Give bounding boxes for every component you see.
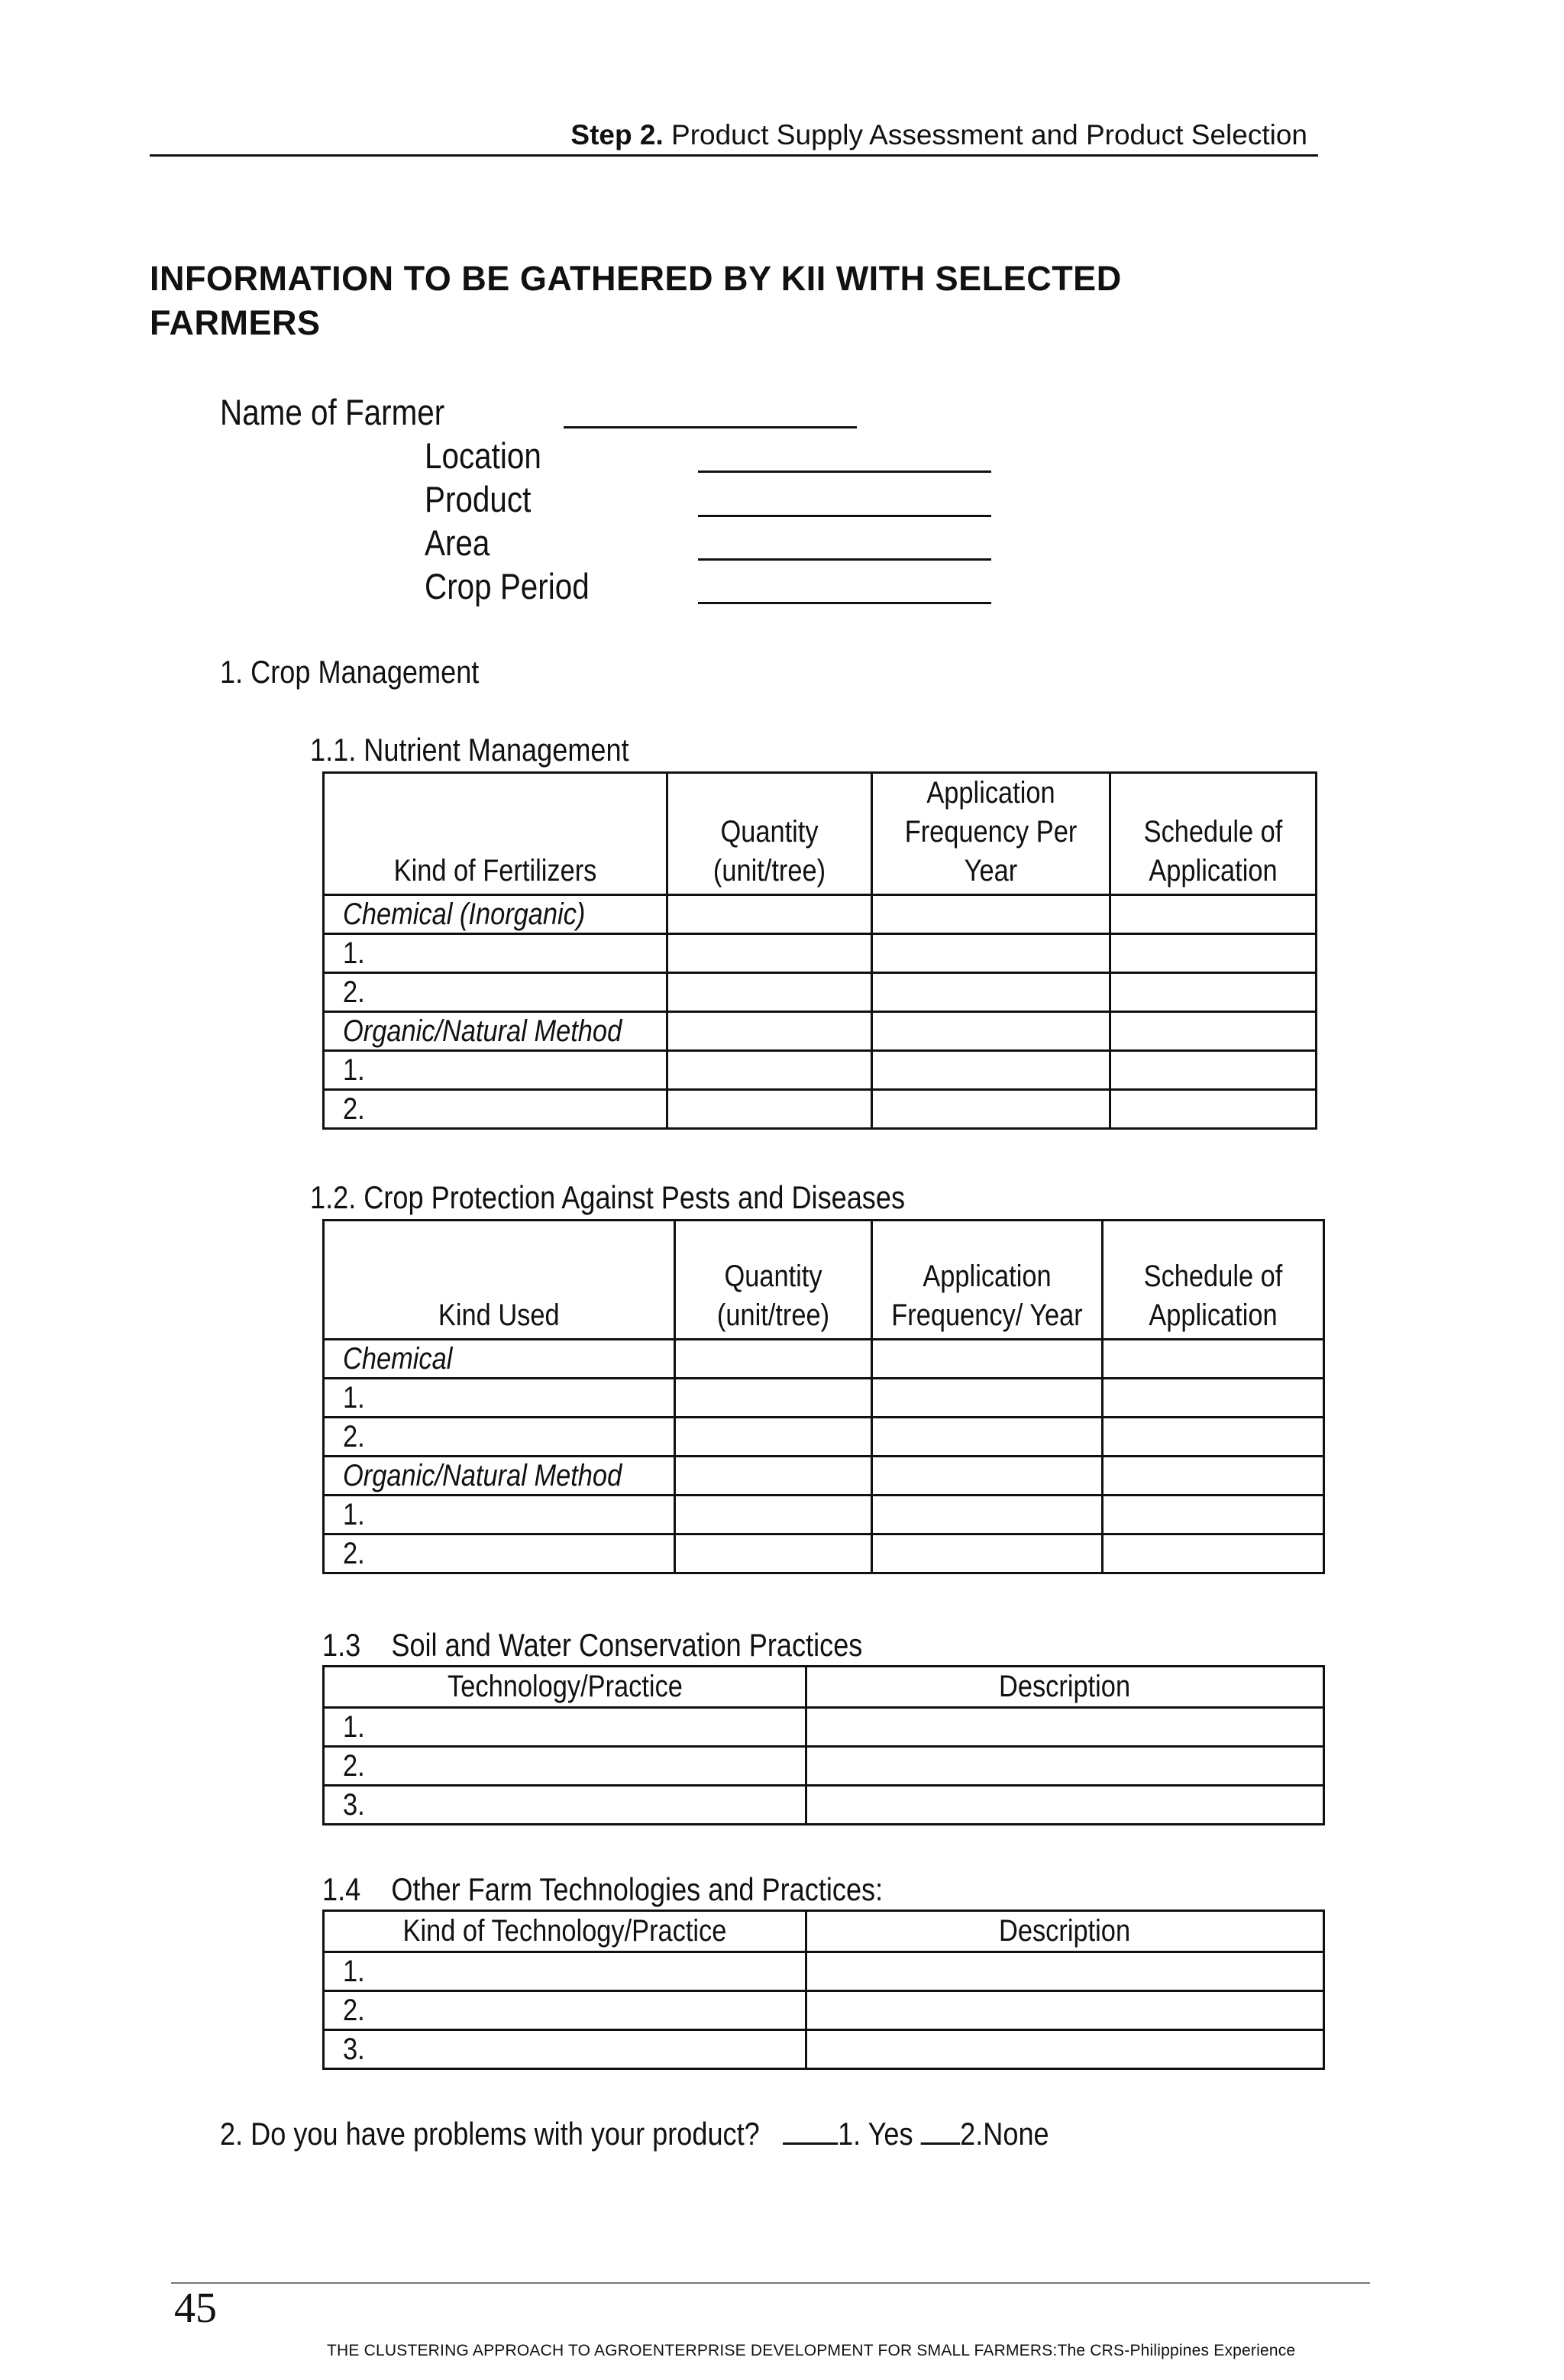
nutrient-management-title: 1.1. Nutrient Management <box>310 732 629 768</box>
table-cell[interactable] <box>1103 1457 1324 1496</box>
running-header-text <box>570 119 1307 151</box>
table-row <box>324 1747 1324 1786</box>
option-none: 2.None <box>960 2116 1049 2152</box>
question-problems <box>220 2116 1184 2152</box>
table-row <box>324 1457 1324 1496</box>
col-application-frequency: Application Frequency Per Year <box>872 773 1110 895</box>
table-cell[interactable] <box>806 1952 1324 1991</box>
table-cell[interactable] <box>1103 1496 1324 1534</box>
step-title: Product Supply Assessment and Product Selection <box>671 119 1307 150</box>
row-label: 2. <box>324 1418 675 1457</box>
table-cell[interactable] <box>872 1496 1103 1534</box>
table-row <box>324 1708 1324 1747</box>
row-label: Chemical (Inorganic) <box>324 895 667 934</box>
row-label: 2. <box>324 973 667 1012</box>
other-technologies-title: 1.4 Other Farm Technologies and Practices: <box>322 1871 884 1907</box>
table-cell[interactable] <box>675 1340 872 1379</box>
footer-rule <box>171 2282 1370 2284</box>
row-label: 1. <box>324 1708 806 1747</box>
row-label: 1. <box>324 1379 675 1418</box>
protection-header-row <box>324 1221 1324 1340</box>
table-cell[interactable] <box>1110 895 1317 934</box>
question-problems-text: 2. Do you have problems with your product? <box>220 2116 760 2152</box>
table-row <box>324 1496 1324 1534</box>
col-schedule: Schedule of Application <box>1103 1221 1324 1340</box>
soil-water-table <box>322 1665 1325 1825</box>
col-description: Description <box>806 1911 1324 1952</box>
row-label: 1. <box>324 1496 675 1534</box>
step-label: Step 2. <box>570 119 664 150</box>
nutrient-table <box>322 771 1317 1130</box>
row-label: 2. <box>324 1090 667 1129</box>
table-cell[interactable] <box>1103 1534 1324 1573</box>
table-row <box>324 1051 1317 1090</box>
table-cell[interactable] <box>872 1379 1103 1418</box>
table-cell[interactable] <box>675 1534 872 1573</box>
field-area-label: Area <box>425 522 490 563</box>
col-application-frequency: Application Frequency/ Year <box>872 1221 1103 1340</box>
col-quantity: Quantity (unit/tree) <box>667 773 872 895</box>
table-cell[interactable] <box>1110 1051 1317 1090</box>
soil-water-title: 1.3 Soil and Water Conservation Practices <box>322 1627 863 1663</box>
table-cell[interactable] <box>667 934 872 973</box>
field-location-blank[interactable] <box>698 471 991 473</box>
other-technologies-table <box>322 1909 1325 2070</box>
table-row <box>324 1418 1324 1457</box>
table-cell[interactable] <box>872 1051 1110 1090</box>
col-kind-used: Kind Used <box>324 1221 675 1340</box>
row-label: 1. <box>324 1952 806 1991</box>
table-cell[interactable] <box>872 934 1110 973</box>
nutrient-header-row <box>324 773 1317 895</box>
table-cell[interactable] <box>1103 1340 1324 1379</box>
table-row <box>324 934 1317 973</box>
table-row <box>324 1991 1324 2030</box>
row-label: Chemical <box>324 1340 675 1379</box>
table-cell[interactable] <box>872 895 1110 934</box>
table-row <box>324 895 1317 934</box>
table-cell[interactable] <box>675 1418 872 1457</box>
col-quantity: Quantity (unit/tree) <box>675 1221 872 1340</box>
page-number: 45 <box>174 2285 217 2332</box>
field-product-blank[interactable] <box>698 515 991 517</box>
table-row <box>324 1379 1324 1418</box>
row-label: 1. <box>324 1051 667 1090</box>
field-location-label: Location <box>425 435 541 476</box>
table-row <box>324 1952 1324 1991</box>
table-cell[interactable] <box>675 1496 872 1534</box>
col-technology-practice: Technology/Practice <box>324 1667 806 1708</box>
table-cell[interactable] <box>806 2030 1324 2069</box>
table-cell[interactable] <box>806 1708 1324 1747</box>
field-area-blank[interactable] <box>698 558 991 561</box>
table-row <box>324 1340 1324 1379</box>
section-crop-management: 1. Crop Management <box>220 654 480 690</box>
table-row <box>324 973 1317 1012</box>
table-cell[interactable] <box>872 1534 1103 1573</box>
table-cell[interactable] <box>806 1991 1324 2030</box>
row-label: Organic/Natural Method <box>324 1012 667 1051</box>
row-label: 2. <box>324 1747 806 1786</box>
table-cell[interactable] <box>667 895 872 934</box>
field-crop-period-blank[interactable] <box>698 602 991 604</box>
table-cell[interactable] <box>1110 973 1317 1012</box>
row-label: 2. <box>324 1991 806 2030</box>
footer-text: THE CLUSTERING APPROACH TO AGROENTERPRISE DEVELOPMENT FOR SMALL FARMERS:The CRS-Philippines Experience <box>327 2342 1296 2359</box>
table-cell[interactable] <box>667 1012 872 1051</box>
table-cell[interactable] <box>1110 934 1317 973</box>
field-name-of-farmer-blank[interactable] <box>564 426 857 428</box>
table-cell[interactable] <box>1110 1090 1317 1129</box>
col-schedule: Schedule of Application <box>1110 773 1317 895</box>
table-cell[interactable] <box>872 1012 1110 1051</box>
table-cell[interactable] <box>872 973 1110 1012</box>
table-cell[interactable] <box>806 1786 1324 1825</box>
crop-protection-title: 1.2. Crop Protection Against Pests and Diseases <box>310 1179 906 1215</box>
page-title: INFORMATION TO BE GATHERED BY KII WITH SELECTED FARMERS <box>150 259 1122 342</box>
table-cell[interactable] <box>675 1379 872 1418</box>
table-row <box>324 1786 1324 1825</box>
table-cell[interactable] <box>872 1340 1103 1379</box>
yes-blank[interactable] <box>783 2116 838 2145</box>
table-cell[interactable] <box>667 1090 872 1129</box>
col-kind-of-technology: Kind of Technology/Practice <box>324 1911 806 1952</box>
table-cell[interactable] <box>872 1457 1103 1496</box>
running-header <box>150 118 1318 157</box>
table-row <box>324 1090 1317 1129</box>
table-row <box>324 1012 1317 1051</box>
soil-header-row <box>324 1667 1324 1708</box>
table-cell[interactable] <box>667 973 872 1012</box>
row-label: 2. <box>324 1534 675 1573</box>
field-product-label: Product <box>425 479 532 519</box>
table-cell[interactable] <box>667 1051 872 1090</box>
row-label: 1. <box>324 934 667 973</box>
field-crop-period-label: Crop Period <box>425 566 590 606</box>
other-header-row <box>324 1911 1324 1952</box>
crop-protection-table <box>322 1219 1325 1574</box>
table-cell[interactable] <box>1110 1012 1317 1051</box>
table-cell[interactable] <box>872 1090 1110 1129</box>
field-name-of-farmer-label: Name of Farmer <box>220 392 445 432</box>
col-kind-of-fertilizers: Kind of Fertilizers <box>324 773 667 895</box>
table-cell[interactable] <box>1103 1418 1324 1457</box>
col-description: Description <box>806 1667 1324 1708</box>
row-label: 3. <box>324 1786 806 1825</box>
table-cell[interactable] <box>1103 1379 1324 1418</box>
row-label: 3. <box>324 2030 806 2069</box>
table-cell[interactable] <box>806 1747 1324 1786</box>
none-blank[interactable] <box>921 2116 961 2145</box>
table-cell[interactable] <box>675 1457 872 1496</box>
table-row <box>324 1534 1324 1573</box>
table-cell[interactable] <box>872 1418 1103 1457</box>
table-row <box>324 2030 1324 2069</box>
option-yes: 1. Yes <box>838 2116 913 2152</box>
row-label: Organic/Natural Method <box>324 1457 675 1496</box>
